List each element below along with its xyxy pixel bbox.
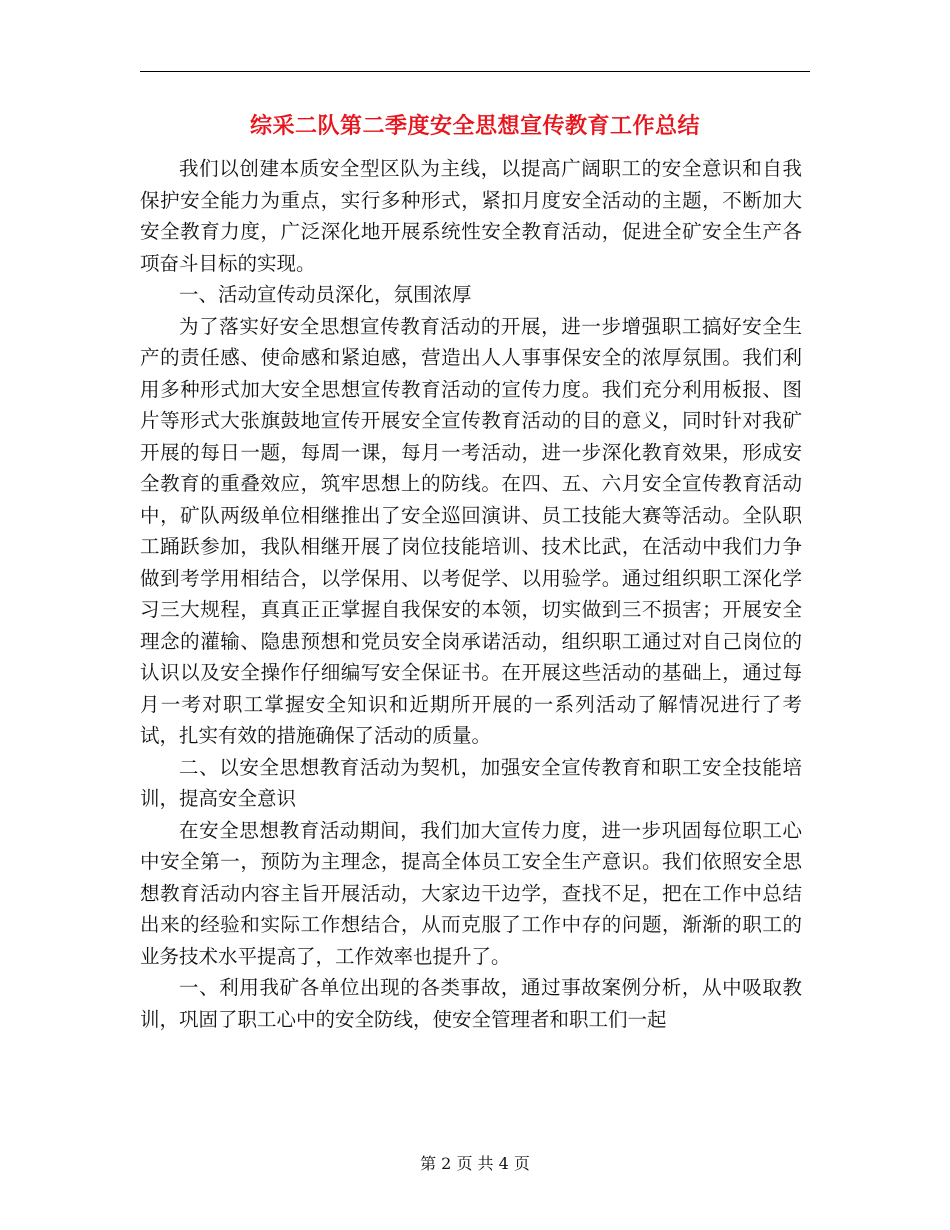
page-number: 第 2 页 共 4 页 (420, 1154, 530, 1173)
section-heading-2: 二、以安全思想教育活动为契机，加强安全宣传教育和职工安全技能培训，提高安全意识 (140, 755, 802, 810)
document-title: 综采二队第二季度安全思想宣传教育工作总结 (249, 113, 700, 139)
document-body (140, 153, 802, 1035)
paragraph-section-1: 为了落实好安全思想宣传教育活动的开展，进一步增强职工搞好安全生产的责任感、使命感和紧迫感，营造出人人事事保安全的浓厚氛围。我们利用多种形式加大安全思想宣传教育活动的宣传力度。我们充分利用板报、图片等形式大张旗鼓地宣传开展安全宣传教育活动的目的意义，同时针对我矿开展的每日一题，每周一课，每月一考活动，进一步深化教育效果，形成安全教育的重叠效应，筑牢思想上的防线。在四、五、六月安全宣传教育活动中，矿队两级单位相继推出了安全巡回演讲、员工技能大赛等活动。全队职工踊跃参加，我队相继开展了岗位技能培训、技术比武，在活动中我们力争做到考学用相结合，以学保用、以考促学、以用验学。通过组织职工深化学习三大规程，真真正正掌握自我保安的本领，切实做到三不损害；开展安全理念的灌输、隐患预想和党员安全岗承诺活动，组织职工通过对自己岗位的认识以及安全操作仔细编写安全保证书。在开展这些活动的基础上，通过每月一考对职工掌握安全知识和近期所开展的一系列活动了解情况进行了考试，扎实有效的措施确保了活动的质量。 (140, 314, 802, 747)
paragraph-subsection-1: 一、利用我矿各单位出现的各类事故，通过事故案例分析，从中吸取教训，巩固了职工心中的安全防线，使安全管理者和职工们一起 (140, 976, 802, 1031)
section-heading-1: 一、活动宣传动员深化，氛围浓厚 (179, 283, 472, 306)
header-rule (140, 71, 810, 72)
paragraph-intro: 我们以创建本质安全型区队为主线，以提高广阔职工的安全意识和自我保护安全能力为重点，实行多种形式，紧扣月度安全活动的主题，不断加大安全教育力度，广泛深化地开展系统性安全教育活动，促进全矿安全生产各项奋斗目标的实现。 (140, 157, 802, 275)
paragraph-section-2: 在安全思想教育活动期间，我们加大宣传力度，进一步巩固每位职工心中安全第一，预防为主理念，提高全体员工安全生产意识。我们依照安全思想教育活动内容主旨开展活动，大家边干边学，查找不足，把在工作中总结出来的经验和实际工作想结合，从而克服了工作中存的问题，渐渐的职工的业务技术水平提高了，工作效率也提升了。 (140, 818, 802, 968)
